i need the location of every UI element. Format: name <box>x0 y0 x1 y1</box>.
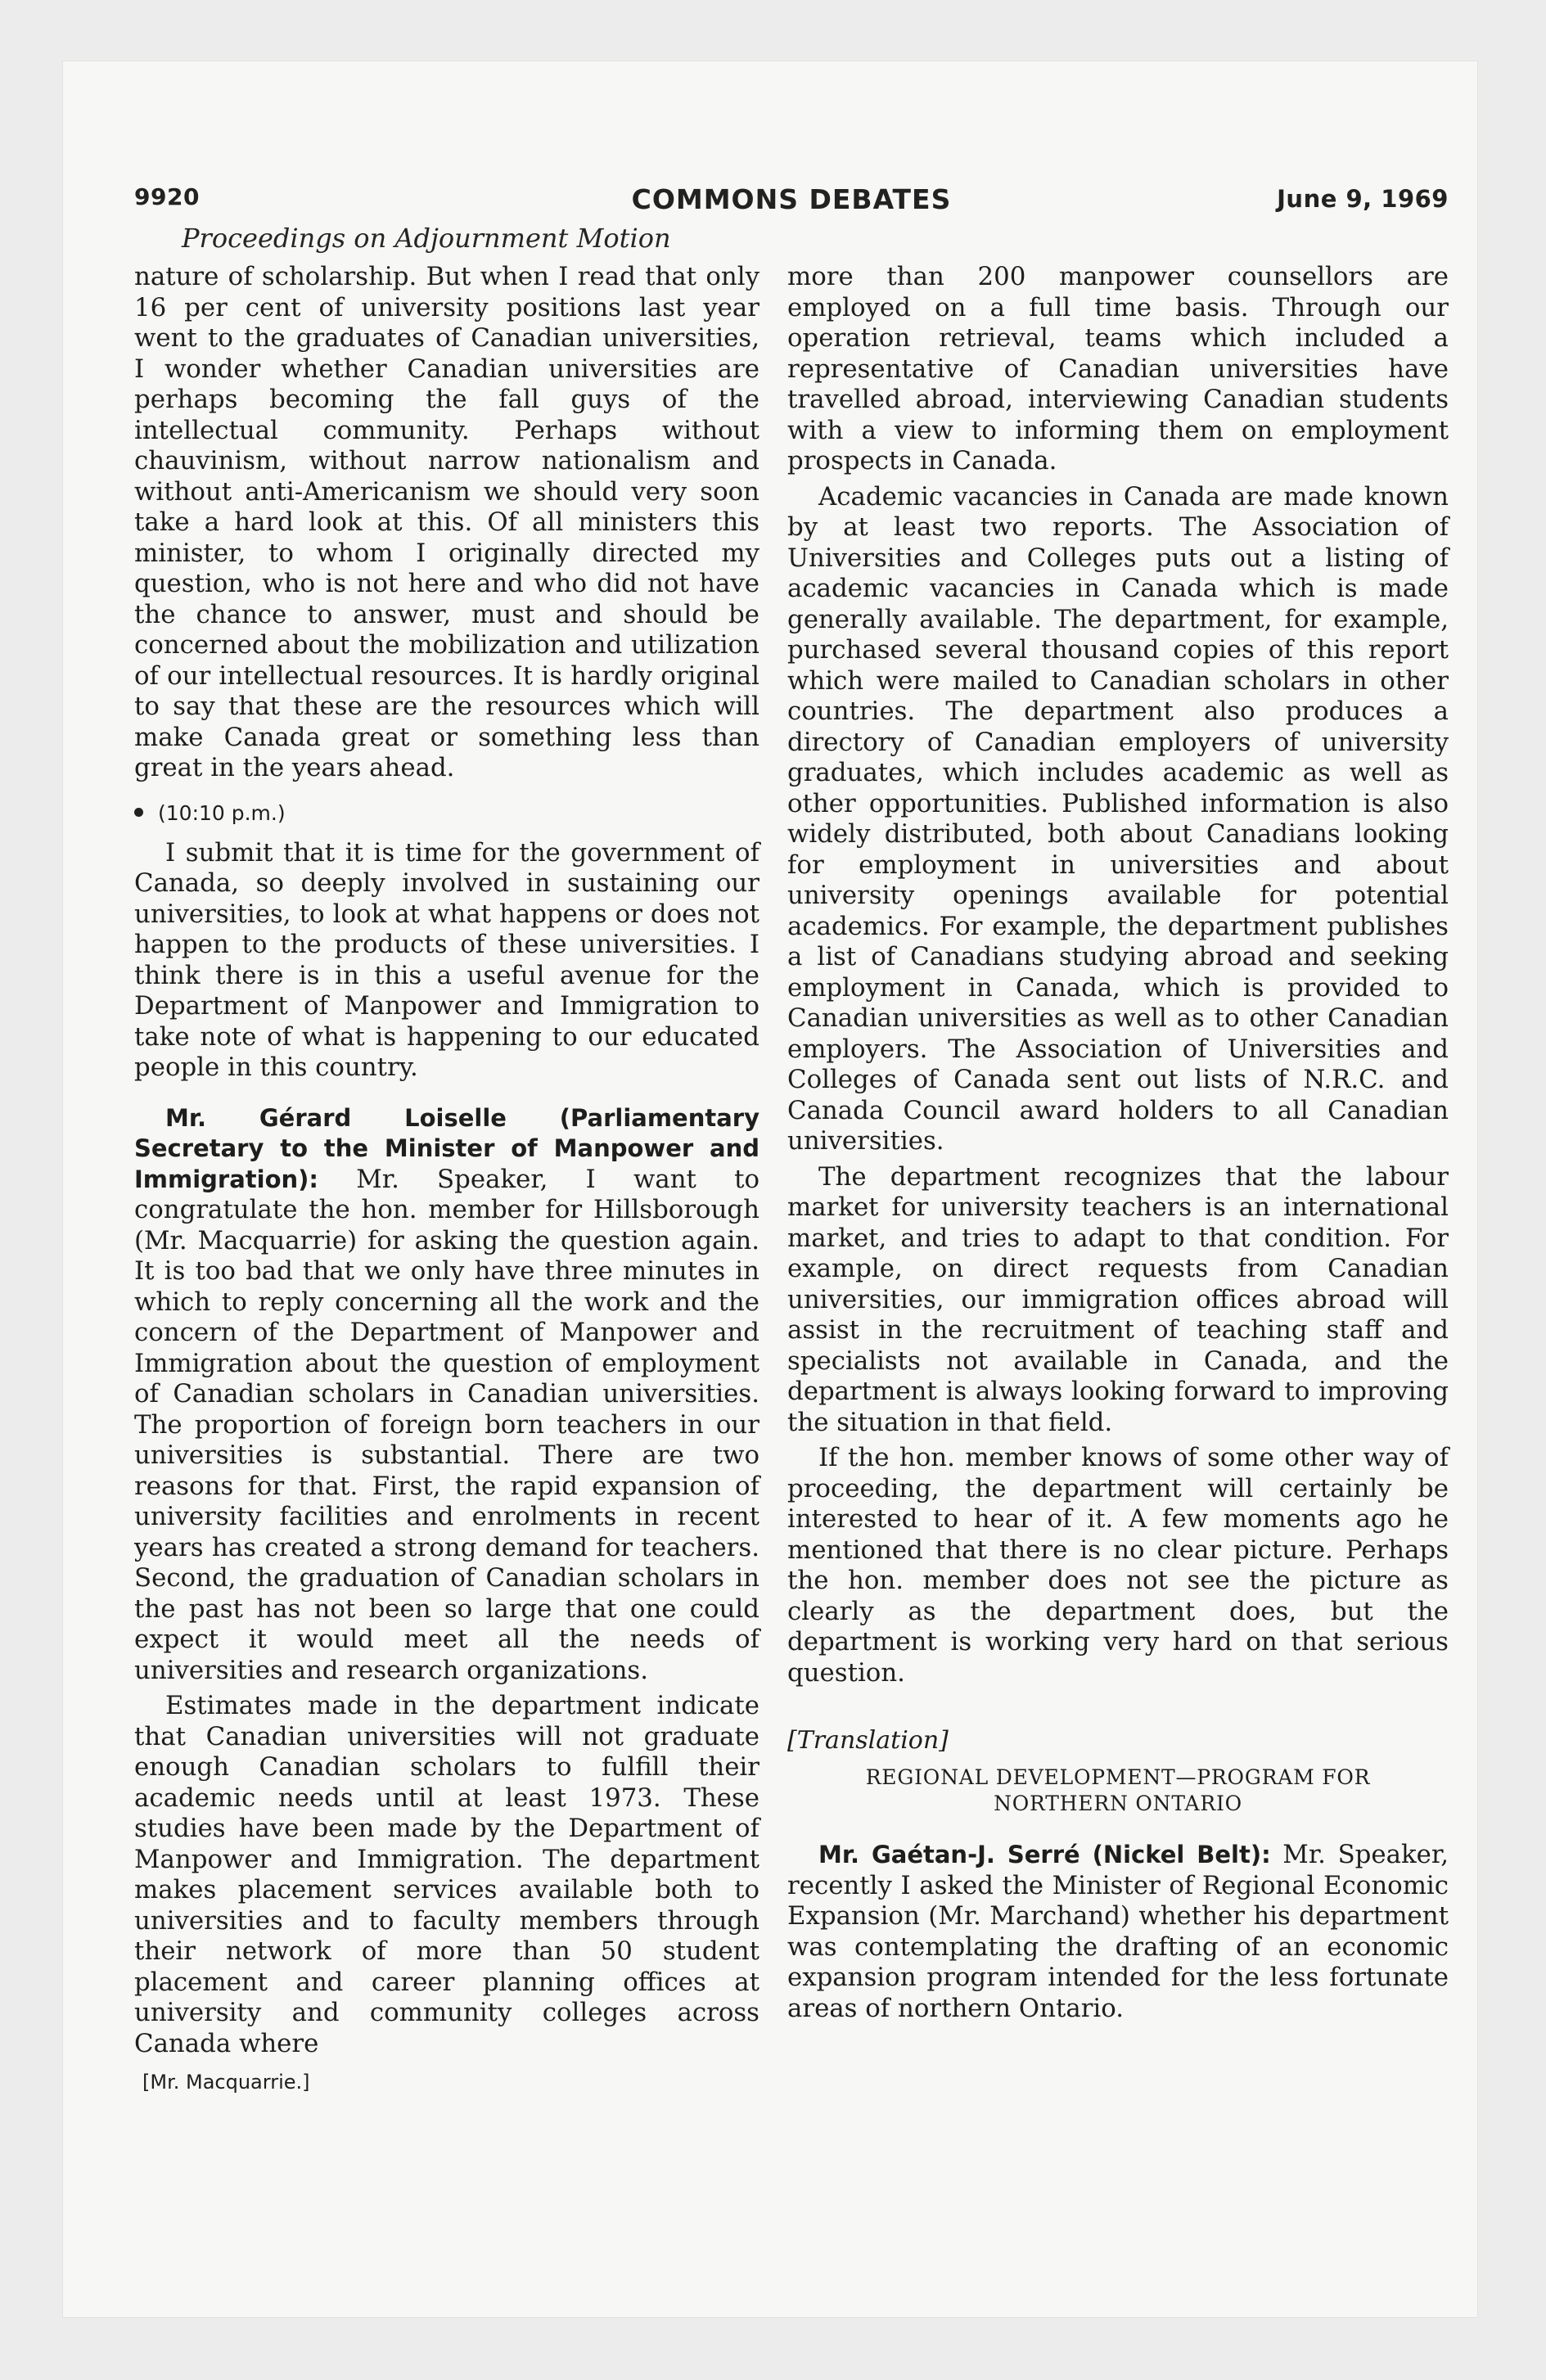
paragraph: I submit that it is time for the government of Canada, so deeply involved in sustaining our universities, to look at what happens or does not happen to the products of these universities. I think there is in this a useful avenue for the Department of Manpower and Immigration to take note of what is happening to our educated people in this country. <box>134 837 759 1082</box>
journal-title: COMMONS DEBATES <box>631 183 952 215</box>
paragraph: The department recognizes that the labour market for university teachers is an international market, and tries to adapt to that condition. For example, on direct requests from Canadian universities, our immigration offices abroad will assist in the recruitment of teaching staff and specialists not available in Canada, and the department is always looking forward to improving the situation in that field. <box>787 1161 1449 1437</box>
page-number: 9920 <box>134 183 200 210</box>
subheading: REGIONAL DEVELOPMENT—PROGRAM FOR NORTHERN ONTARIO <box>865 1765 1371 1815</box>
paragraph: more than 200 manpower counsellors are employed on a full time basis. Through our operation retrieval, teams which included a representative of Canadian universities have travelled abroad, interviewing Canadian students with a view to informing them on employment prospects in Canada. <box>787 262 1449 476</box>
speaker-name: Mr. Gaétan-J. Serré (Nickel Belt): <box>818 1841 1271 1868</box>
speaker-name: Mr. Gérard Loiselle (Parliamentary Secretary to the Minister of Manpower and Immigration): <box>134 1103 759 1193</box>
right-column <box>787 262 1449 2029</box>
paragraph: If the hon. member knows of some other way of proceeding, the department will certainly be interested to hear of it. A few moments ago he mentioned that there is no clear picture. Perhaps the hon. member does not see the picture as clearly as the department does, but the department is working very hard on that serious question. <box>787 1443 1449 1688</box>
issue-date: June 9, 1969 <box>1277 185 1449 213</box>
left-column <box>134 262 759 2094</box>
bullet-icon <box>134 808 143 817</box>
attribution: [Mr. Macquarrie.] <box>142 2071 310 2094</box>
page-header <box>134 183 1449 219</box>
section-header: Proceedings on Adjournment Motion <box>182 223 671 254</box>
timestamp-text: (10:10 p.m.) <box>158 800 286 825</box>
paragraph: nature of scholarship. But when I read that only 16 per cent of university positions last year went to the graduates of Canadian universities, I wonder whether Canadian universities are perhaps becoming the fall guys of the intellectual community. Perhaps without chauvinism, without narrow nationalism and without anti-Americanism we should very soon take a hard look at this. Of all ministers this minister, to whom I originally directed my question, who is not here and who did not have the chance to answer, must and should be concerned about the mobilization and utilization of our intellectual resources. It is hardly original to say that these are the resources which will make Canada great or something less than great in the years ahead. <box>134 262 759 782</box>
translation-note: [Translation] <box>787 1726 949 1755</box>
speech <box>787 1840 1449 2024</box>
speech-text: Mr. Speaker, recently I asked the Minister of Regional Economic Expansion (Mr. Marchand) whether his department was contemplating the drafting of an economic expansion program intended for the less fortunate areas of northern Ontario. <box>787 1840 1449 2023</box>
speech-text: Mr. Speaker, I want to congratulate the hon. member for Hillsborough (Mr. Macquarrie) for asking the question again. It is too bad that we only have three minutes in which to reply concerning all the work and the concern of the Department of Manpower and Immigration about the question of employment of Canadian scholars in Canadian universities. The proportion of foreign born teachers in our universities is substantial. There are two reasons for that. First, the rapid expansion of university facilities and enrolments in recent years has created a strong demand for teachers. Second, the graduation of Canadian scholars in the past has not been so large that one could expect it would meet all the needs of universities and research organizations. <box>134 1164 760 1685</box>
speech <box>134 1103 759 1687</box>
timestamp <box>134 799 759 828</box>
paragraph: Estimates made in the department indicate that Canadian universities will not graduate enough Canadian scholars to fulfill their academic needs until at least 1973. These studies have been made by the Department of Manpower and Immigration. The department makes placement services available both to universities and to faculty members through their network of more than 50 student placement and career planning offices at university and community colleges across Canada where <box>134 1691 759 2058</box>
paragraph: Academic vacancies in Canada are made known by at least two reports. The Association of Universities and Colleges puts out a listing of academic vacancies in Canada which is made generally available. The department, for example, purchased several thousand copies of this report which were mailed to Canadian scholars in other countries. The department also produces a directory of Canadian employers of university graduates, which includes academic as well as other opportunities. Published information is also widely distributed, both about Canadians looking for employment in universities and about university openings available for potential academics. For example, the department publishes a list of Canadians studying abroad and seeking employment in Canada, which is provided to Canadian universities as well as to other Canadian employers. The Association of Universities and Colleges of Canada sent out lists of N.R.C. and Canada Council award holders to all Canadian universities. <box>787 481 1449 1156</box>
